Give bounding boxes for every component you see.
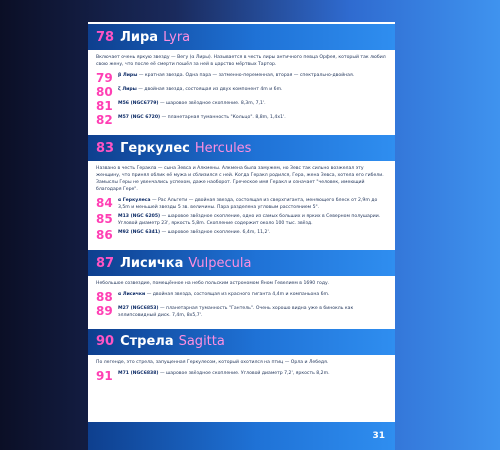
object-number: 80 — [96, 85, 113, 99]
section-header — [88, 133, 395, 161]
constellation-sections — [88, 22, 395, 382]
object-number: 85 — [96, 212, 113, 227]
constellation-latin-name: Sagitta — [178, 334, 225, 350]
object-description — [118, 291, 330, 299]
atlas-page — [88, 22, 395, 450]
object-title: α Геркулеса — [118, 198, 151, 203]
object-text: — двойная звезда, состоящая из красного гиганта 4,4m и компаньона 6m. — [145, 292, 330, 298]
object-number: 86 — [96, 228, 113, 243]
object-description — [118, 197, 387, 211]
object-entry — [88, 370, 395, 382]
section-header — [88, 22, 395, 50]
object-number: 79 — [96, 71, 113, 85]
object-entry — [88, 229, 395, 241]
object-number: 91 — [96, 368, 113, 383]
object-text: — планетарная туманность "Гантель". Очень хорошо видна уже в бинокль как эллипсовидный диск. 7,4m, 8x5,7'. — [118, 306, 354, 318]
object-text: — шаровое звёздное скопление. 6,4m, 11,2'. — [160, 230, 271, 236]
constellation-latin-name: Hercules — [194, 140, 252, 156]
object-title: М27 (NGC6853) — [118, 306, 159, 312]
object-description — [118, 370, 330, 378]
constellation-name: Лисичка — [120, 255, 184, 271]
object-description — [118, 305, 387, 319]
section-intro: Названо в честь Геракла — сына Зевса и Алкмены. Алкмена была замужем, но Зевс так сильно возжелал эту женщину, что принял облик её мужа и сблизился с ней. Когда Геракл родился, Гера, жена Зевса, хотела его гибели. Замыслы Геры не увенчались успехом, даже наоборот. Греческое имя Геракл и означает "человек, имеющий благодаря Гере". — [96, 166, 384, 192]
section-header — [88, 248, 395, 276]
section-number: 78 — [96, 29, 115, 45]
object-title: β Лиры — [118, 73, 138, 78]
object-entry — [88, 197, 395, 211]
object-text: — планетарная туманность "Кольцо". 8,8m, 1,4x1'. — [160, 115, 286, 120]
object-title: α Лисички — [118, 292, 146, 298]
object-text: — шаровое звёздное скопление. 8,3m, 7,1'. — [158, 101, 266, 106]
constellation-latin-name: Lyra — [163, 29, 191, 45]
object-entry — [88, 213, 395, 227]
object-number: 81 — [96, 99, 113, 113]
section-header — [88, 327, 395, 355]
object-description — [118, 86, 283, 94]
object-entry — [88, 100, 395, 112]
constellation-latin-name: Vulpecula — [188, 255, 252, 271]
object-text: — двойная звезда, состоящая из двух компонент 4m и 6m. — [136, 87, 283, 92]
object-text: — Рас Альгети — двойная звезда, состоящая из сверхгиганта, меняющего блеск от 2,9m до 3,5m и меньшей звезды 5 зв. величины. Пара разделена угловым расстоянием 5". — [118, 198, 378, 210]
constellation-name: Геркулес — [120, 140, 190, 156]
object-title: М13 (NGC 6205) — [118, 214, 161, 220]
object-description — [118, 213, 387, 227]
object-title: М71 (NGC6838) — [118, 370, 159, 376]
object-title: М57 (NGC 6720) — [118, 115, 161, 120]
object-text: — шаровое звёздное скопление, одно из самых больших и ярких в Северном полушарии. Угловой диаметр 23', яркость 5,8m. Скопление содержит около 100 тыс. звёзд. — [118, 214, 381, 226]
section-intro: Включает очень яркую звезду — Вегу (α Лиры). Называется в честь лиры античного певца Орфея, который так любил свою жену, что после её смерти пошёл за ней в царство мёртвых Тартор. — [96, 55, 386, 67]
object-entry — [88, 291, 395, 303]
object-number: 88 — [96, 290, 113, 305]
object-entry — [88, 72, 395, 84]
page-footer — [88, 422, 395, 450]
section-number: 83 — [96, 140, 115, 156]
section-intro: Небольшое созвездие, помещённое на небо польским астрономом Яном Гевелием в 1690 году. — [96, 281, 330, 287]
object-number: 89 — [96, 304, 113, 319]
object-description — [118, 114, 286, 122]
object-entry — [88, 114, 395, 126]
object-description — [118, 72, 354, 80]
object-number: 84 — [96, 196, 113, 210]
object-entry — [88, 305, 395, 319]
constellation-name: Стрела — [120, 334, 174, 350]
object-entry — [88, 86, 395, 98]
object-description — [118, 100, 266, 108]
object-number: 82 — [96, 113, 113, 127]
object-text: — кратная звезда. Одна пара — затменно-переменная, вторая — спектрально-двойная. — [137, 73, 355, 78]
section-number: 87 — [96, 255, 115, 271]
object-title: М92 (NGC 6341) — [118, 230, 161, 236]
object-description — [118, 229, 270, 237]
object-title: М56 (NGC6779) — [118, 101, 159, 106]
page-number: 31 — [372, 431, 385, 441]
section-number: 90 — [96, 334, 115, 350]
section-intro: По легенде, это стрела, запущенная Геркулесом, который охотился на птиц — Орла и Лебедя. — [96, 359, 329, 365]
object-text: — шаровое звёздное скопление. Угловой диаметр 7,2', яркость 8,2m. — [158, 370, 330, 376]
object-title: ζ Лиры — [118, 87, 137, 92]
constellation-name: Лира — [120, 29, 159, 45]
